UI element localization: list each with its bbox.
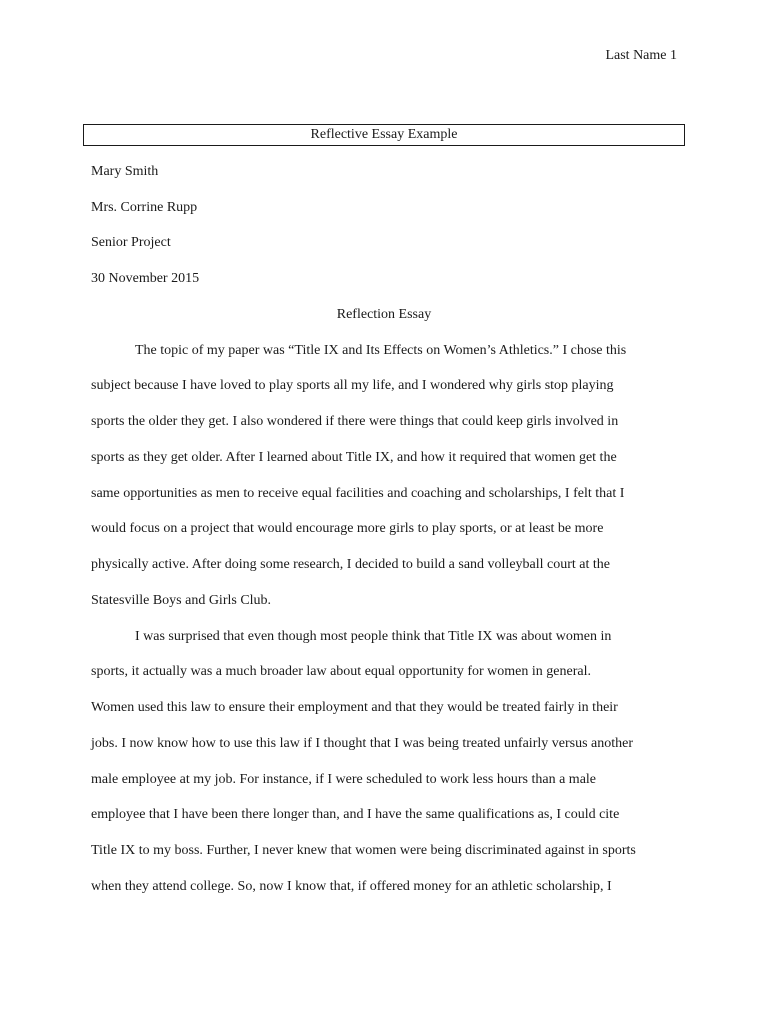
course-name: Senior Project bbox=[91, 235, 171, 250]
paragraph-line: sports as they get older. After I learned about Title IX, and how it required that women get the bbox=[91, 450, 617, 465]
instructor-name: Mrs. Corrine Rupp bbox=[91, 200, 198, 215]
paragraph-line: male employee at my job. For instance, if I were scheduled to work less hours than a male bbox=[91, 772, 597, 787]
paragraph-line: same opportunities as men to receive equal facilities and coaching and scholarships, I felt that I bbox=[91, 486, 625, 501]
paragraph-line: when they attend college. So, now I know that, if offered money for an athletic scholarship, I bbox=[91, 879, 612, 894]
paragraph-line: sports, it actually was a much broader law about equal opportunity for women in general. bbox=[91, 664, 591, 679]
document-title: Reflective Essay Example bbox=[83, 124, 685, 146]
author-name: Mary Smith bbox=[91, 164, 159, 179]
paragraph-line: physically active. After doing some research, I decided to build a sand volleyball court at the bbox=[91, 557, 610, 572]
paragraph-line: subject because I have loved to play sports all my life, and I wondered why girls stop playing bbox=[91, 378, 614, 393]
paragraph-line: The topic of my paper was “Title IX and Its Effects on Women’s Athletics.” I chose this bbox=[135, 343, 627, 358]
date: 30 November 2015 bbox=[91, 271, 200, 286]
essay-title: Reflection Essay bbox=[336, 307, 432, 322]
paragraph-line: employee that I have been there longer than, and I have the same qualifications as, I could cite bbox=[91, 807, 620, 822]
paragraph-line: Women used this law to ensure their employment and that they would be treated fairly in their bbox=[91, 700, 618, 715]
running-head: Last Name 1 bbox=[605, 48, 677, 63]
paragraph-line: I was surprised that even though most people think that Title IX was about women in bbox=[135, 629, 612, 644]
paragraph-line: Statesville Boys and Girls Club. bbox=[91, 593, 272, 608]
paragraph-line: jobs. I now know how to use this law if I thought that I was being treated unfairly versus another bbox=[91, 736, 634, 751]
paragraph-line: sports the older they get. I also wondered if there were things that could keep girls involved in bbox=[91, 414, 619, 429]
paragraph-line: would focus on a project that would encourage more girls to play sports, or at least be more bbox=[91, 521, 604, 536]
paragraph-line: Title IX to my boss. Further, I never knew that women were being discriminated against in sports bbox=[91, 843, 636, 858]
